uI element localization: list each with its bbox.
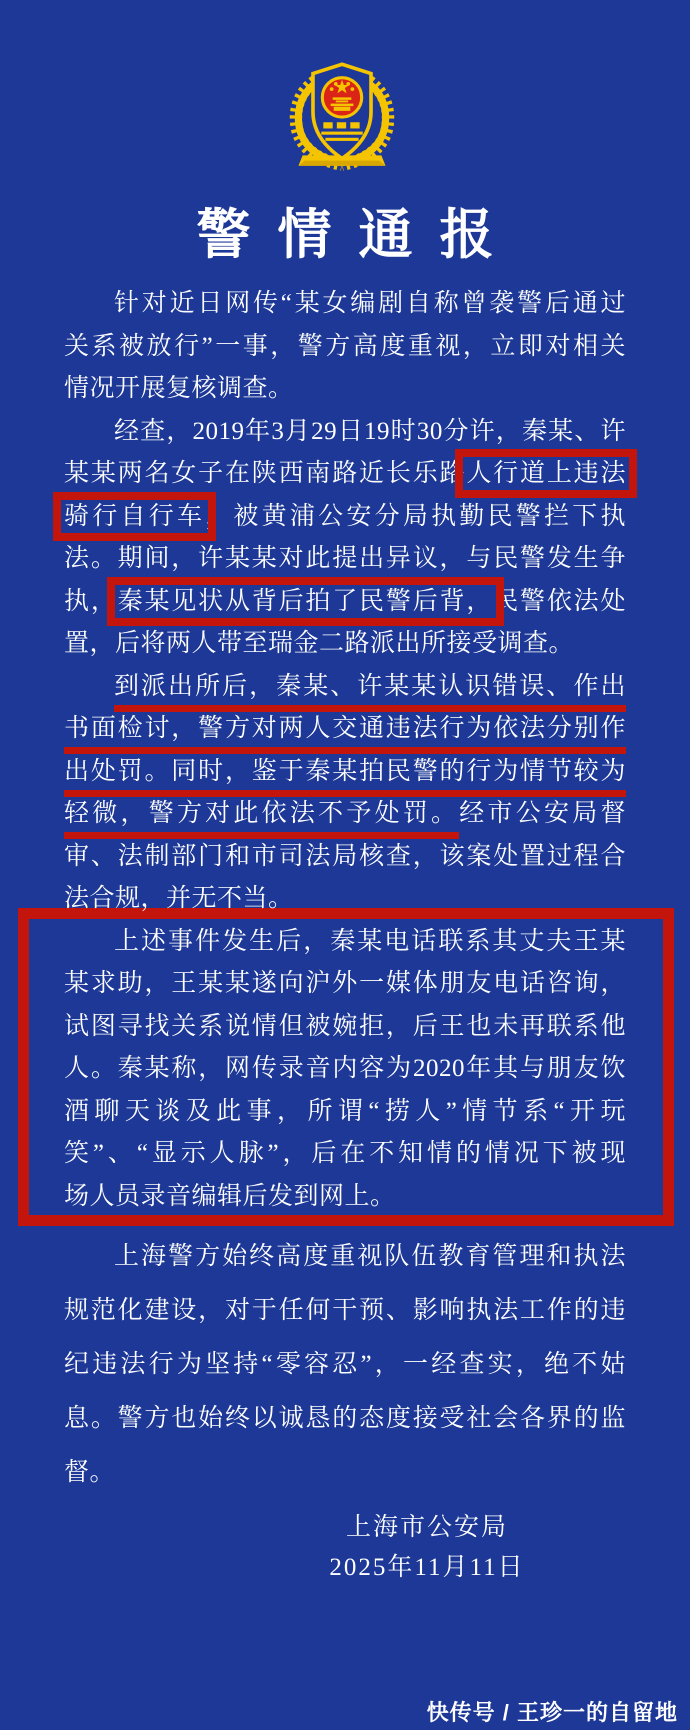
notice-line: [64, 326, 626, 369]
notice-line: [64, 1284, 626, 1338]
notice-line: [64, 411, 626, 454]
notice-line: [64, 921, 626, 964]
red-underline-highlight: 轻微，警方对此依法不予处罚。: [64, 800, 459, 839]
notice-line: [64, 751, 626, 794]
text-segment: 置，后将两人带至瑞金二路派出所接受调查。: [64, 630, 575, 657]
issuing-authority: 上海市公安局: [345, 1514, 508, 1541]
notice-line: [64, 666, 626, 709]
text-segment: 人。秦某称，网传录音内容为2020年其与朋友饮: [64, 1055, 626, 1082]
text-segment: 笑”、“显示人脉”，后在不知情的情况下被现: [64, 1140, 626, 1167]
text-segment: 针对近日网传“某女编剧自称曾袭警后通过: [114, 290, 626, 317]
notice-line: [64, 1392, 626, 1446]
notice-line: [64, 963, 626, 1006]
page-title: 警情通报: [196, 205, 521, 265]
text-segment: 场人员录音编辑后发到网上。: [64, 1182, 396, 1210]
red-box-highlight: 秦某见状从背后拍了民警后背，: [117, 587, 494, 615]
red-box-highlight: 骑行自行车: [64, 502, 206, 530]
text-segment: 纪违法行为坚持“零容忍”，一经查实，绝不姑: [64, 1351, 626, 1378]
notice-line: [64, 538, 626, 581]
notice-line: [64, 283, 626, 326]
notice-line: [64, 878, 626, 921]
notice-line: [64, 708, 626, 751]
text-segment: 规范化建设，对于任何干预、影响执法工作的违: [64, 1297, 626, 1324]
text-segment: 督。: [64, 1459, 116, 1486]
notice-line: [64, 1176, 626, 1219]
signature-block: [277, 1508, 577, 1588]
text-segment: 关系被放行”一事，警方高度重视，立即对相关: [64, 332, 626, 360]
notice-line: [64, 1338, 626, 1392]
notice-line: [64, 793, 626, 836]
notice-line: [64, 623, 626, 666]
notice-line: [64, 453, 626, 496]
text-segment: 上述事件发生后，秦某电话联系其丈夫王某: [114, 927, 626, 955]
notice-line: [64, 368, 626, 411]
text-segment: 上海警方始终高度重视队伍教育管理和执法: [114, 1243, 626, 1270]
notice-body: [64, 283, 626, 1218]
notice-line: [64, 1048, 626, 1091]
notice-line: [64, 836, 626, 879]
police-emblem-icon: [288, 58, 396, 172]
text-segment: 法合规，并无不当。: [64, 885, 294, 912]
text-segment: 某求助，王某某遂向沪外一媒体朋友电话咨询，: [64, 970, 626, 997]
notice-line: [64, 1091, 626, 1134]
text-segment: 经查，2019年3月29日19时30分许，秦某、许: [114, 417, 626, 445]
notice-line: [64, 1006, 626, 1049]
notice-line: [64, 1133, 626, 1176]
text-segment: 法。期间，许某某对此提出异议，与民警发生争: [64, 545, 626, 572]
red-underline-highlight: 出处罚。同时，鉴于秦某拍民警的行为情节较为: [64, 758, 626, 797]
notice-body-closing: [64, 1230, 626, 1500]
red-underline-highlight: 书面检讨，警方对两人交通违法行为依法分别作: [64, 715, 626, 754]
text-segment: 经市公安局督: [459, 800, 626, 827]
red-underline-highlight: 到派出所后，秦某、许某某认识错误、作出: [114, 673, 626, 712]
text-segment: 执，: [64, 587, 118, 615]
text-segment: 酒聊天谈及此事，所谓“捞人”情节系“开玩: [64, 1097, 626, 1125]
text-segment: 试图寻找关系说情但被婉拒，后王也未再联系他: [64, 1012, 626, 1040]
text-segment: 民警依法处: [493, 587, 626, 615]
notice-line: [64, 1230, 626, 1284]
notice-line: [64, 581, 626, 624]
text-segment: ，被黄浦公安分局执勤民警拦下执: [205, 502, 626, 530]
red-box-highlight: 人行道上违法: [466, 460, 626, 487]
text-segment: 息。警方也始终以诚恳的态度接受社会各界的监: [64, 1405, 626, 1432]
issue-date: 2025年11月11日: [329, 1554, 525, 1581]
text-segment: 审、法制部门和市司法局核查，该案处置过程合: [64, 842, 626, 870]
text-segment: 某某两名女子在陕西南路近长乐路: [64, 460, 467, 487]
text-segment: 情况开展复核调查。: [64, 375, 294, 402]
watermark: 快传号 / 王珍一的自留地: [426, 1700, 678, 1725]
notice-line: [64, 496, 626, 539]
notice-line: [64, 1446, 626, 1500]
